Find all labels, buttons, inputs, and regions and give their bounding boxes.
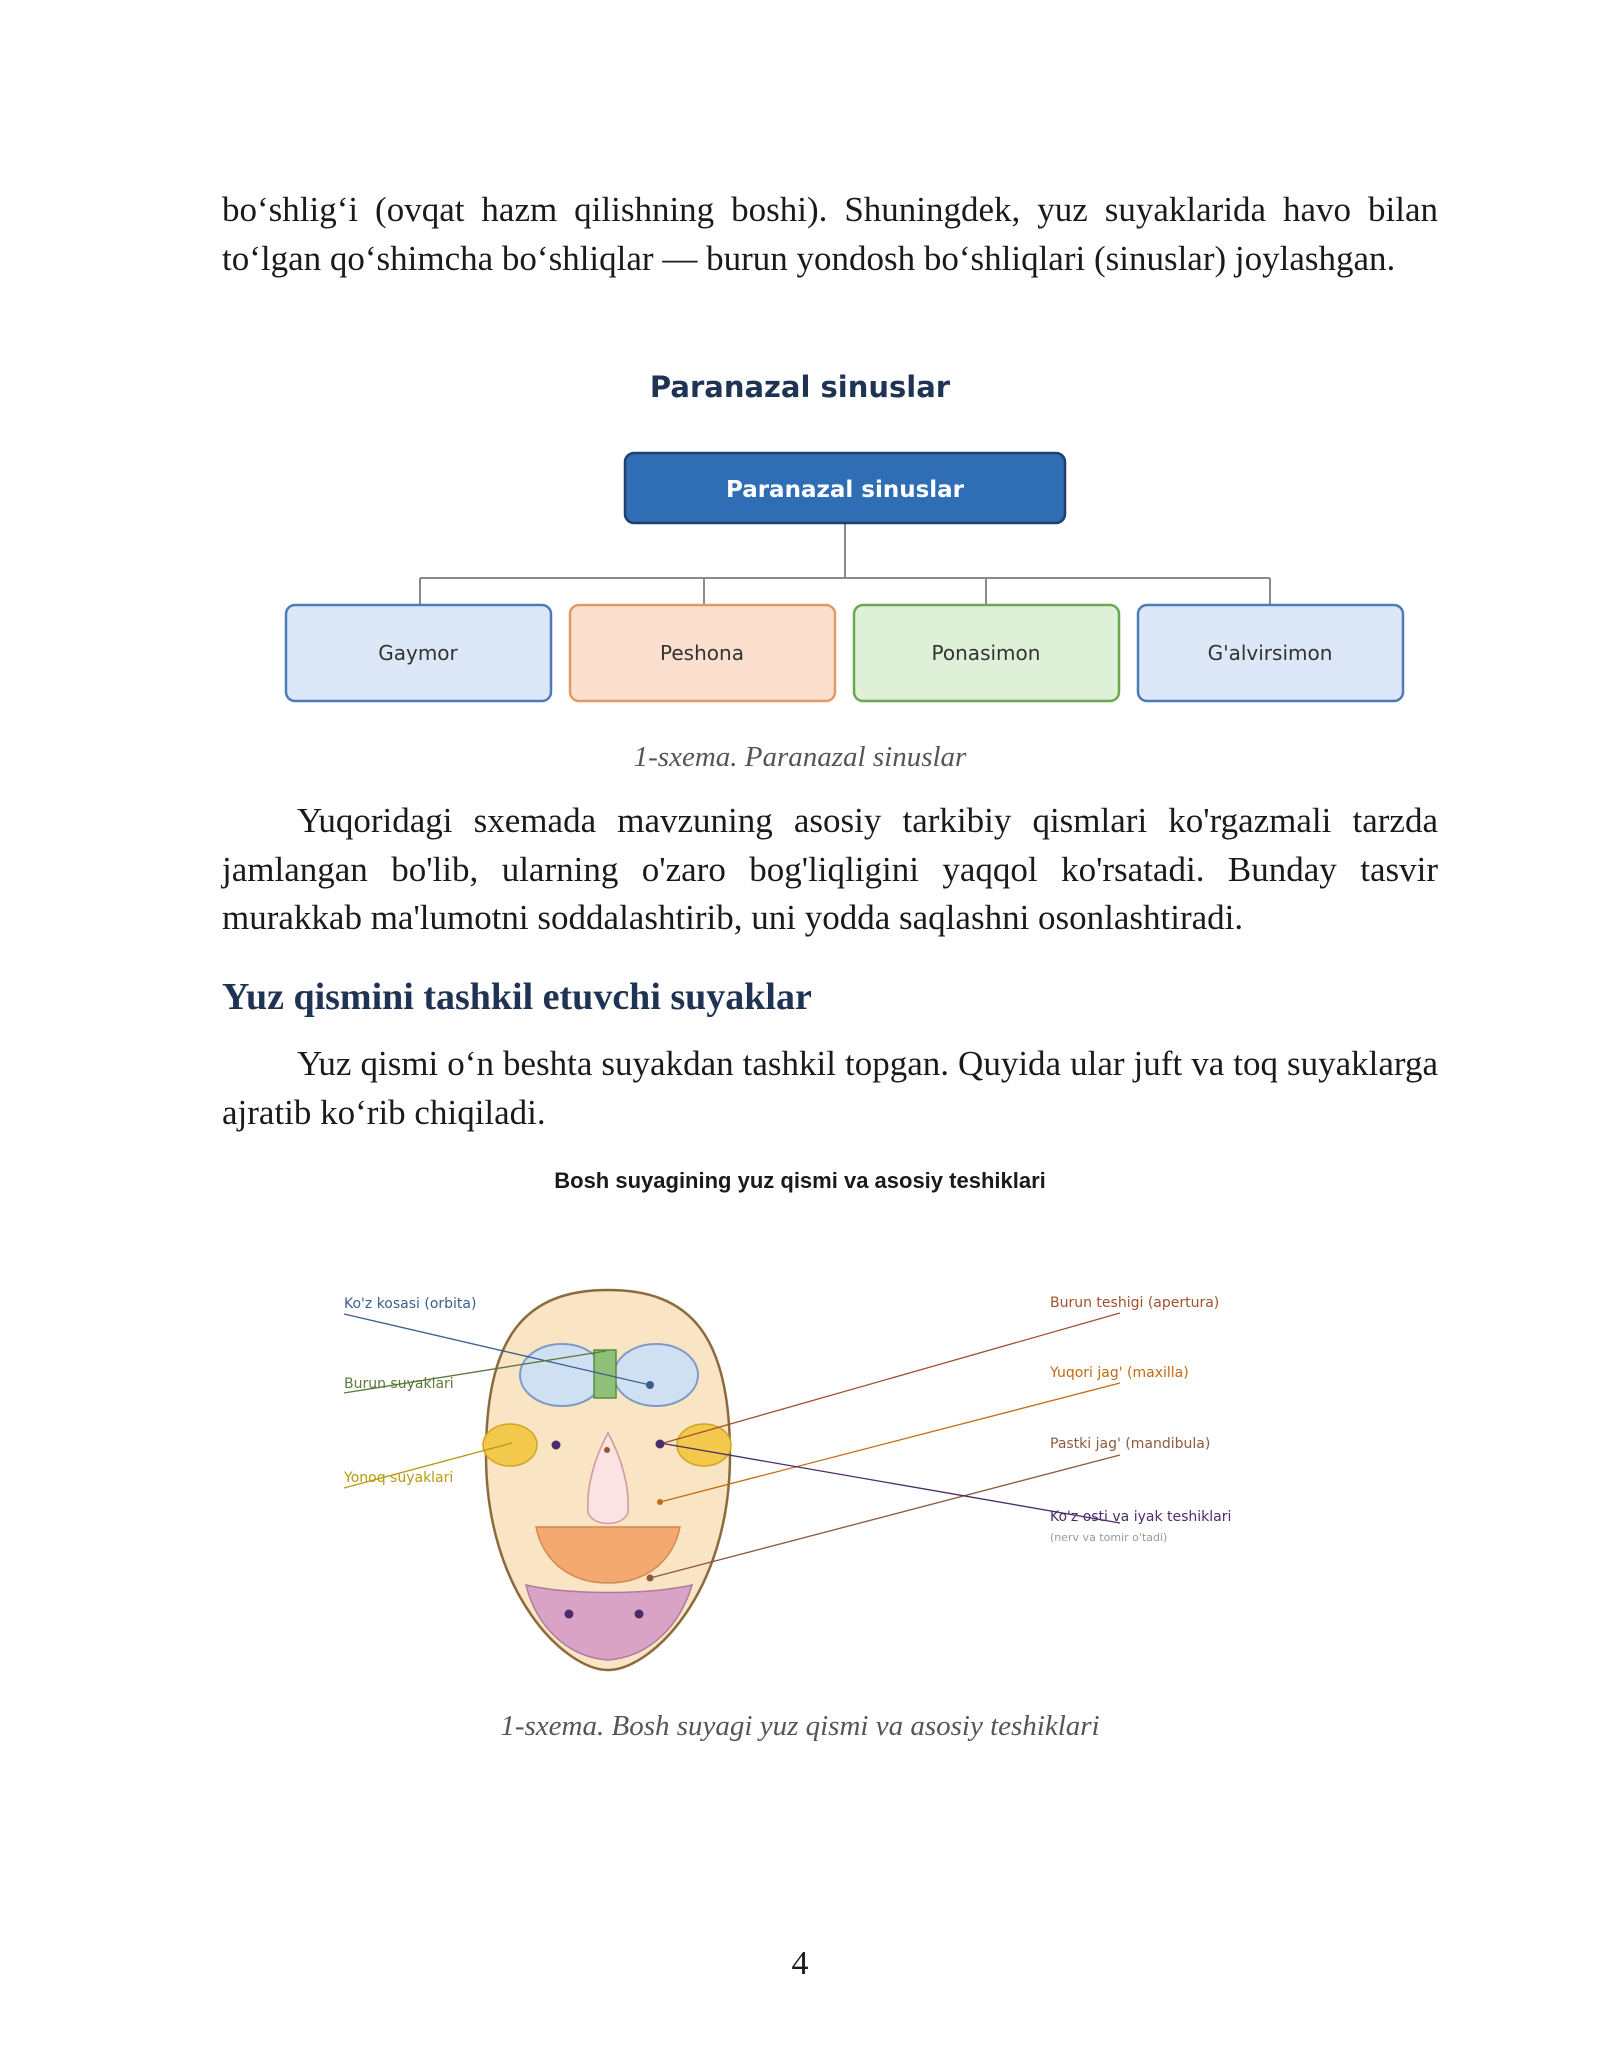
sinus-node-label: Gaymor [378,641,458,665]
sinus-node-galvirsimon [1138,605,1403,701]
paragraph-scheme-summary: Yuqoridagi sxemada mavzuning asosiy tarkibiy qismlari ko'rgazmali tarzda jamlangan bo'lib, ularning o'zaro bog'liqligini yaqqol ko'rsatadi. Bunday tasvir murakkab ma'lumotni soddalashtirib, uni yodda saqlashni osonlashtiradi. [222,801,1438,937]
sinus-root-node [625,453,1065,523]
left-zygomatic [483,1424,537,1466]
foramen-dot [635,1610,644,1619]
sinus-node-label: Ponasimon [931,641,1041,665]
foramen-dot [656,1440,665,1449]
label-apertura: Burun teshigi (apertura) [1050,1295,1220,1311]
right-orbit [614,1344,698,1406]
section-heading: Yuz qismini tashkil etuvchi suyaklar [222,976,812,1018]
label-mandibula: Pastki jag' (mandibula) [1050,1436,1211,1452]
foramen-dot [647,1575,654,1582]
sinus-diagram [280,450,1410,715]
label-burun-suyaklari: Burun suyaklari [344,1376,454,1392]
leader-lines [344,1313,1120,1578]
foramen-dot [646,1381,654,1389]
sinus-connectors [420,522,1270,605]
label-orbita: Ko'z kosasi (orbita) [344,1296,477,1312]
foramen-dot [565,1610,574,1619]
sinus-node-label: Peshona [660,641,744,665]
sinus-root-label: Paranazal sinuslar [725,477,965,503]
right-zygomatic [677,1424,731,1466]
face-diagram [330,1265,1290,1685]
face-diagram-caption: 1-sxema. Bosh suyagi yuz qismi va asosiy teshiklari [500,1710,1100,1742]
label-teshiklar-note: (nerv va tomir o'tadi) [1050,1531,1168,1544]
sinus-node-peshona [570,605,835,701]
sinus-diagram-caption: 1-sxema. Paranazal sinuslar [633,741,967,773]
label-teshiklar: Ko'z osti va iyak teshiklari [1050,1509,1232,1525]
label-yonoq-suyaklari: Yonoq suyaklari [344,1470,454,1486]
foramen-dot [657,1499,663,1505]
sinus-node-ponasimon [854,605,1119,701]
face-diagram-title: Bosh suyagining yuz qismi va asosiy teshiklari [554,1168,1046,1193]
foramen-dot [604,1447,610,1453]
foramen-dot [552,1441,561,1450]
sinus-node-label: G'alvirsimon [1207,641,1333,665]
paragraph-intro: bo‘shlig‘i (ovqat hazm qilishning boshi). Shuningdek, yuz suyaklarida havo bilan to‘lgan qo‘shimcha bo‘shliqlar — burun yondosh bo‘shliqlari (sinuslar) joylashgan. [222,190,1438,278]
label-maxilla: Yuqori jag' (maxilla) [1050,1365,1189,1381]
paragraph-face-bones: Yuz qismi o‘n beshta suyakdan tashkil topgan. Quyida ular juft va toq suyaklarga ajratib ko‘rib chiqiladi. [222,1044,1438,1132]
page-number: 4 [791,1945,809,1982]
sinus-node-gaymor [286,605,551,701]
sinus-diagram-title: Paranazal sinuslar [649,370,951,404]
mandible-shape [526,1585,692,1660]
